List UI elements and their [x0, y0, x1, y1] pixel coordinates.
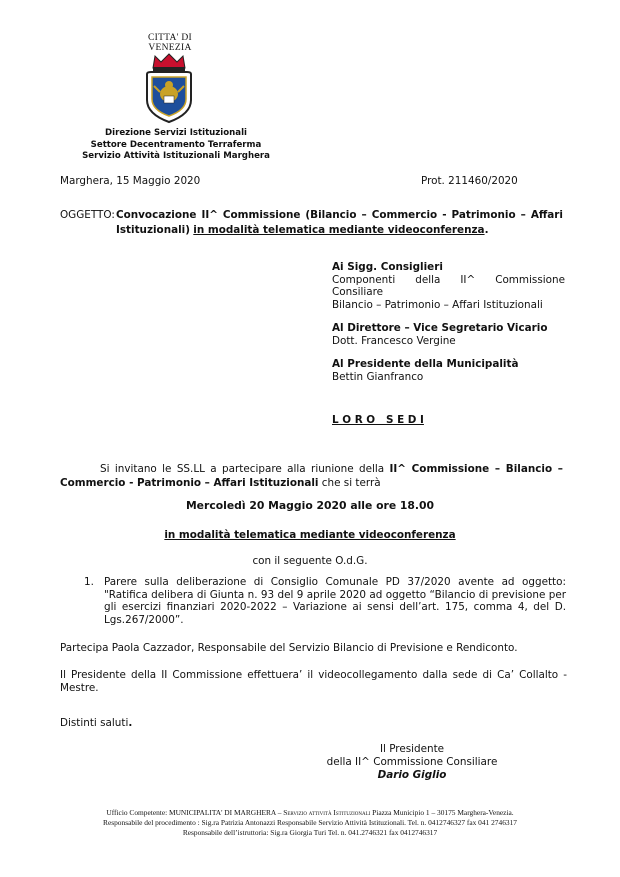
subject-title: Convocazione II^ Commissione (Bilancio – Commercio - Patrimonio – Affari Istituzionali) — [116, 209, 563, 236]
office-line: Direzione Servizi Istituzionali — [105, 128, 247, 138]
recipient-line: Componenti della II^ Commissione Consiliare — [332, 273, 565, 298]
intro-paragraph: Si invitano le SS.LL a partecipare alla riunione della II^ Commissione – Bilancio – Commercio - Patrimonio – Affari Istituzionali che si terrà — [60, 463, 563, 489]
recipient-councillors — [332, 261, 565, 311]
greeting: Distinti saluti. — [60, 717, 133, 729]
commission-name: II^ Commissione – Bilancio – Commercio - Patrimonio – Affari Istituzionali — [60, 463, 563, 489]
odg-intro: con il seguente O.d.G. — [252, 555, 368, 567]
office-line: Servizio Attività Istituzionali Marghera — [82, 151, 270, 161]
subject-text: Convocazione II^ Commissione (Bilancio – Commercio - Patrimonio – Affari Istituzionali) in modalità telematica mediante videoconferenza. — [116, 209, 563, 236]
recipients — [332, 261, 565, 383]
loro-sedi: L O R O S E D I — [332, 414, 424, 426]
participant-note: Partecipa Paola Cazzador, Responsabile del Servizio Bilancio di Previsione e Rendiconto. — [60, 642, 518, 654]
office-line: Settore Decentramento Terraferma — [90, 139, 262, 150]
protocol-number: Prot. 211460/2020 — [421, 175, 518, 187]
recipient-title: Al Presidente della Municipalità — [332, 358, 519, 370]
subject — [60, 208, 563, 237]
subject-mode: in modalità telematica mediante videoconferenza — [193, 223, 485, 236]
signature-role: Il Presidente — [379, 743, 445, 755]
footer-line: Ufficio Competente: MUNICIPALITA' DI MARGHERA – Servizio attività Istituzionali Piazza Municipio 1 – 30175 Marghera-Venezia. — [106, 808, 514, 817]
recipient-line: Bilancio – Patrimonio – Affari Istituzionali — [332, 298, 543, 311]
city-name-line2: VENEZIA — [148, 43, 192, 53]
signature-block — [312, 743, 512, 782]
agenda-list — [84, 576, 566, 626]
meeting-date: Mercoledì 20 Maggio 2020 alle ore 18.00 — [185, 499, 435, 512]
signature-role-detail: della II^ Commissione Consiliare — [326, 756, 498, 768]
subject-label: OGGETTO: — [60, 209, 115, 221]
recipient-title: Al Direttore – Vice Segretario Vicario — [332, 322, 548, 334]
recipient-director — [332, 322, 565, 347]
city-name-line1: CITTA' DI — [147, 33, 193, 43]
coat-of-arms-logo — [141, 52, 197, 124]
office-block — [60, 128, 292, 163]
agenda-number: 1. — [84, 576, 94, 588]
meeting-mode: in modalità telematica mediante videoconferenza — [164, 529, 456, 541]
agenda-item: Parere sulla deliberazione di Consiglio Comunale PD 37/2020 avente ad oggetto: "Ratifica delibera di Giunta n. 93 del 9 aprile 2020 ad oggetto “Bilancio di previsione per gli esercizi finanziari 2020-2022 – Variazione ai sensi dell’art. 175, comma 4, del D. Lgs.267/2000”. — [104, 576, 566, 626]
recipient-line: Dott. Francesco Vergine — [332, 334, 456, 347]
letter-date: Marghera, 15 Maggio 2020 — [60, 175, 201, 187]
president-note: Il Presidente della II Commissione effettuera’ il videocollegamento dalla sede di Ca’ Collalto - Mestre. — [60, 669, 567, 694]
recipient-line: Bettin Gianfranco — [332, 370, 424, 383]
footer-line: Responsabile dell’istruttoria: Sig.ra Giorgia Turi Tel. n. 041.2746321 fax 0412746317 — [182, 828, 438, 837]
recipient-title: Ai Sigg. Consiglieri — [332, 261, 443, 273]
signature-name: Dario Giglio — [377, 769, 447, 781]
recipient-president — [332, 358, 565, 383]
footer-line: Responsabile del procedimento : Sig.ra Patrizia Antonazzi Responsabile Servizio Attività Istituzionali. Tel. n. 0412746327 fax 041 2746317 — [103, 818, 517, 827]
